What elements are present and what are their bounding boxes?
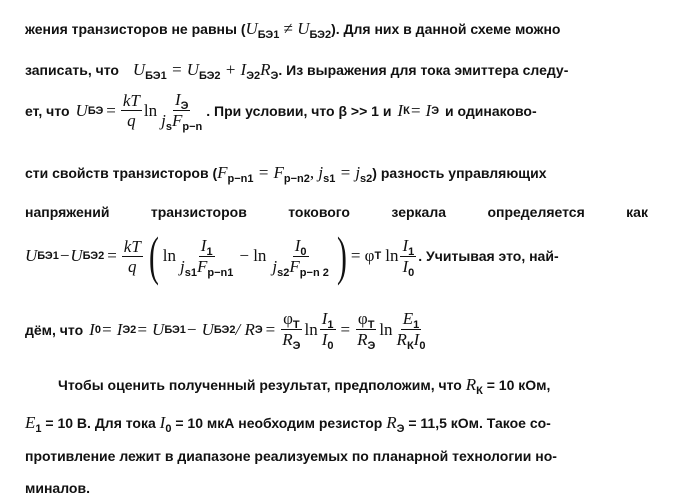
math-op: =: [107, 246, 117, 265]
word: напряжений: [25, 204, 110, 220]
math-var: U: [75, 100, 88, 120]
text-line-2: [25, 60, 648, 80]
math-sub: Э: [292, 340, 301, 352]
fraction: [121, 91, 142, 130]
math-var: = U: [136, 319, 165, 339]
math-var: U: [245, 19, 258, 38]
denominator: q: [127, 111, 136, 130]
text: ет, что: [25, 102, 70, 119]
word: транзисторов: [150, 204, 247, 220]
text-line-10: [25, 446, 648, 466]
math-sub: p−n1: [207, 266, 234, 279]
paren-open: (: [148, 226, 159, 286]
fraction: [159, 90, 204, 131]
math-sub: s1: [323, 173, 336, 185]
math-sub: К: [476, 385, 483, 397]
math-sub: p−n1: [227, 173, 254, 185]
formula-line-7: дём, что I 0 = I Э2 = U БЭ1 − U БЭ2 / R Э = $\frac{\varphi_T}{R_Э}$ ln $\frac{I_1}{I_0}$ = $\frac{\varphi_T}{R_Э}$ ln $\frac{E_1}{R_КI_0}$: [25, 309, 426, 352]
fraction: [122, 237, 143, 276]
text-line-8: [58, 375, 648, 395]
math-func: ln: [304, 319, 318, 339]
math-sub: Э: [396, 423, 405, 435]
math-sub: p−n: [182, 121, 203, 133]
math-op: =: [106, 100, 116, 120]
numerator: kT: [123, 236, 141, 256]
math-var: F: [289, 256, 300, 276]
math-var: R: [357, 330, 368, 349]
math-sub: К: [406, 340, 414, 352]
text: жения транзисторов не равны (: [25, 21, 246, 37]
math-func: ln: [385, 246, 399, 265]
numerator: kT: [122, 91, 140, 110]
math-sub: 0: [300, 245, 307, 258]
math-var: / R: [235, 319, 255, 339]
text-line-9: [25, 413, 648, 433]
text: = 10 В. Для тока: [41, 415, 156, 431]
math-var: φ: [357, 309, 368, 328]
text: = 11,5 кОм. Такое со-: [404, 415, 551, 431]
math-func: ln: [379, 319, 393, 339]
math-sub: 1: [408, 245, 415, 258]
math-var: E: [25, 413, 36, 432]
math-sub: БЭ1: [145, 70, 167, 82]
math-var: φ: [283, 309, 293, 328]
math-var: I: [397, 100, 404, 120]
math-sub: s2: [360, 173, 373, 185]
text: ). Для них в данной схеме можно: [331, 21, 561, 37]
fraction: [395, 309, 428, 350]
math-sub: p−n 2: [299, 266, 329, 279]
denominator: q: [128, 256, 137, 276]
math-var: R: [386, 413, 397, 432]
math-var: R: [260, 60, 271, 79]
math-var: I: [321, 309, 328, 328]
math-var: I: [321, 330, 328, 349]
math-var: = I: [409, 100, 432, 120]
math-sub: 1: [206, 245, 213, 258]
math-var: F: [217, 163, 228, 182]
text: сти свойств транзисторов (: [25, 165, 218, 181]
math-var: = j: [335, 163, 361, 182]
text-line-5: [25, 202, 648, 222]
fraction: [320, 309, 336, 350]
fraction: [355, 309, 377, 350]
text-line-1: [25, 19, 648, 39]
math-var: I: [402, 235, 409, 255]
math-var: I: [402, 256, 409, 276]
text: = 10 мкА необходим резистор: [171, 415, 383, 431]
math-var: F: [196, 256, 208, 276]
math-op: ≠: [279, 19, 298, 38]
math-var: U: [132, 60, 146, 79]
text: = 10 кОм,: [482, 377, 551, 393]
math-sub: s1: [184, 266, 197, 279]
math-sub: 0: [408, 266, 415, 279]
math-sub: 0: [327, 340, 334, 352]
math-var: = U: [166, 60, 199, 79]
math-var: = F: [253, 163, 284, 182]
math-sub: s2: [277, 266, 290, 279]
math-sub: s: [165, 121, 172, 133]
math-var: R: [282, 330, 293, 349]
text-line-3: ет, что U БЭ = $\frac{kT}{q}$ ln $\frac{I_Э}{j_sF_{p-n}}$ . При условии, что β >> 1 и I К = I Э и одинаково-: [25, 90, 537, 133]
math-var: F: [171, 111, 183, 130]
math-sub: БЭ2: [309, 29, 332, 41]
paren-close: ): [336, 226, 347, 286]
math-sub: Э: [270, 70, 279, 82]
fraction: [400, 236, 416, 277]
math-sub: 1: [35, 423, 42, 435]
word: определяется: [487, 204, 585, 220]
math-sub: 1: [327, 319, 334, 331]
math-var: j: [272, 256, 278, 276]
text: дём, что: [25, 321, 84, 338]
math-func: − ln: [239, 246, 267, 265]
math-op: =: [265, 319, 276, 339]
fraction: [270, 236, 330, 277]
math-var: E: [402, 309, 414, 328]
math-op: ,: [309, 163, 319, 182]
math-var: I: [200, 235, 207, 255]
math-sub: Э2: [246, 70, 261, 82]
word: как: [626, 204, 648, 220]
math-op: = φ: [350, 246, 375, 265]
math-var: j: [161, 111, 166, 130]
math-sub: 1: [413, 319, 420, 331]
math-func: ln: [143, 100, 158, 120]
math-var: I: [89, 319, 95, 339]
math-op: =: [340, 319, 351, 339]
math-sub: 0: [165, 423, 172, 435]
math-var: −U: [58, 246, 83, 265]
math-var: j: [318, 163, 324, 182]
text-line-4: [25, 163, 648, 183]
text: противление лежит в диапазоне реализуемых по планарной технологии но-: [25, 448, 557, 464]
fraction: [280, 309, 302, 350]
math-var: R: [396, 330, 407, 349]
math-sub: 0: [419, 340, 426, 352]
math-var: I: [159, 413, 166, 432]
math-var: I: [174, 90, 181, 109]
word: токового: [288, 204, 350, 220]
text: . При условии, что β >> 1 и: [206, 102, 392, 119]
math-sub: T: [367, 319, 375, 331]
text: Чтобы оценить полученный результат, предположим, что: [58, 377, 462, 393]
math-var: I: [294, 235, 301, 255]
math-var: + I: [220, 60, 247, 79]
text: ) разность управляющих: [372, 165, 547, 181]
math-var: U: [297, 19, 310, 38]
math-sub: p−n2: [283, 173, 310, 185]
formula-line-6: U БЭ1 −U БЭ2 = $\frac{kT}{q}$ ( ln $\frac{I_1}{j_{s1}F_{p-n1}}$ − ln $\frac{I_0}{j_{s2}F_{p-n 2}}$ ) = φ T ln $\frac{I_1}{I_0}$ . Учитывая это, най-: [25, 226, 559, 286]
math-var: I: [413, 330, 420, 349]
text: . Учитывая это, най-: [418, 248, 559, 264]
text: миналов.: [25, 480, 90, 496]
text: . Из выражения для тока эмиттера следу-: [278, 62, 569, 78]
math-func: ln: [162, 246, 176, 265]
word: зеркала: [391, 204, 447, 220]
math-var: U: [25, 246, 38, 265]
math-var: − U: [185, 319, 214, 339]
text-line-11: [25, 478, 648, 498]
text: и одинаково-: [445, 102, 537, 119]
fraction: [178, 236, 235, 277]
math-sub: БЭ2: [198, 70, 221, 82]
math-var: = I: [100, 319, 123, 339]
text: записать, что: [25, 62, 119, 78]
math-sub: БЭ1: [257, 29, 280, 41]
math-sub: Э: [367, 340, 376, 352]
math-var: j: [180, 256, 185, 276]
math-var: R: [465, 375, 477, 394]
math-sub: T: [292, 319, 300, 331]
math-sub: Э: [180, 100, 189, 112]
